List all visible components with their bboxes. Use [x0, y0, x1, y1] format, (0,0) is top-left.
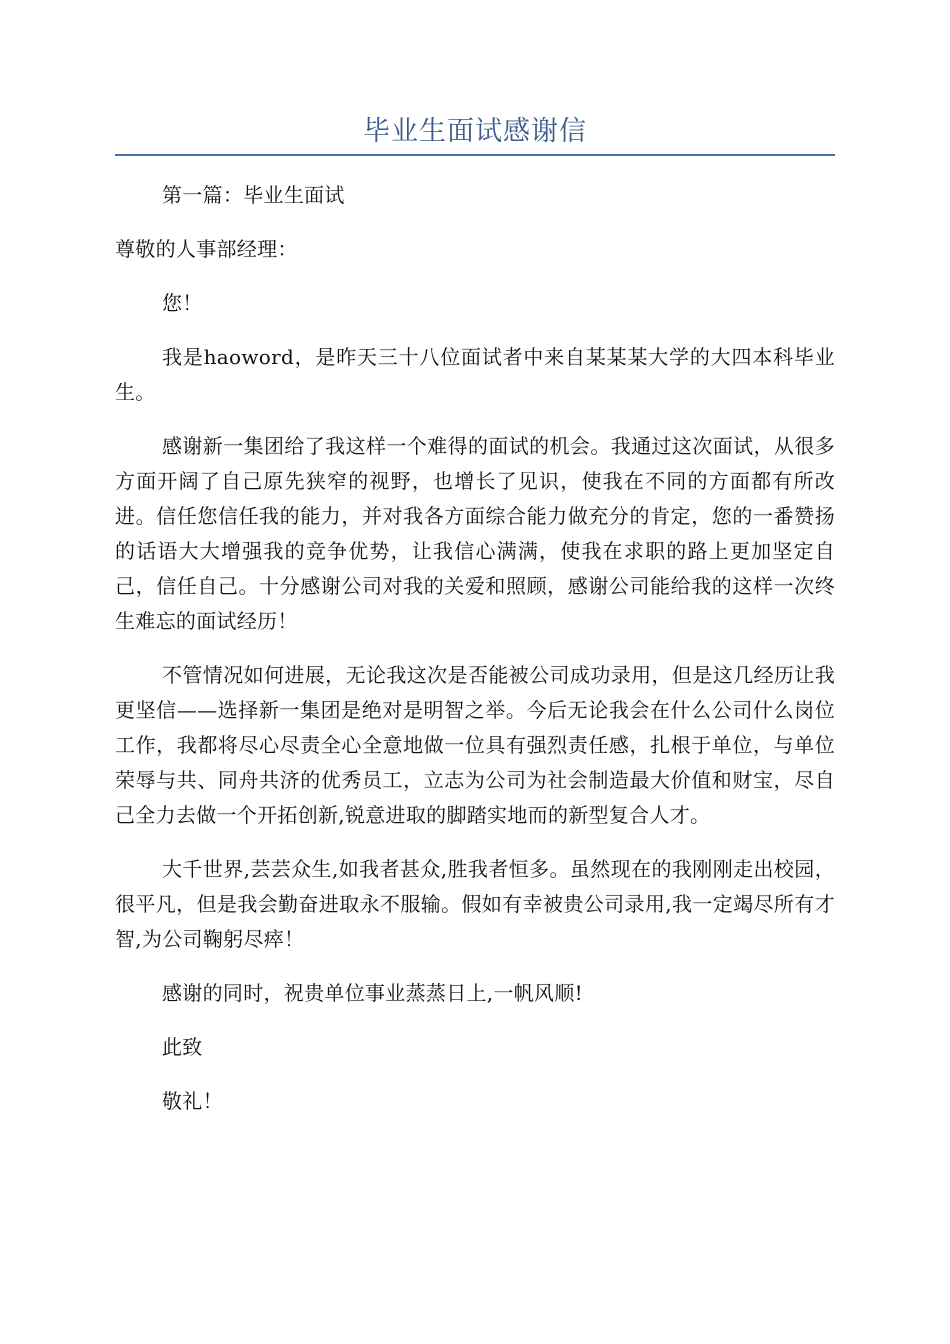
letter-body [115, 178, 835, 1138]
paragraph-commitment: 不管情况如何进展，无论我这次是否能被公司成功录用，但是这几经历让我更坚信——选择新一集团是绝对是明智之举。今后无论我会在什么公司什么岗位工作，我都将尽心尽责全心全意地做一位具有强烈责任感，扎根于单位，与单位荣辱与共、同舟共济的优秀员工，立志为公司为社会制造最大价值和财宝，尽自己全力去做一个开拓创新,锐意进取的脚踏实地而的新型复合人才。 [115, 663, 835, 827]
closing-cizhi: 此致 [162, 1035, 203, 1059]
paragraph-wishes: 感谢的同时，祝贵单位事业蒸蒸日上,一帆风顺! [162, 981, 583, 1005]
title-underline [115, 154, 835, 156]
paragraph-resolve: 大千世界,芸芸众生,如我者甚众,胜我者恒多。虽然现在的我刚刚走出校园，很平凡，但是我会勤奋进取永不服输。假如有幸被贵公司录用,我一定竭尽所有才智,为公司鞠躬尽瘁！ [115, 857, 835, 951]
document-title: 毕业生面试感谢信 [363, 116, 587, 147]
section-heading: 第一篇：毕业生面试 [162, 183, 345, 207]
paragraph-intro: 我是haoword，是昨天三十八位面试者中来自某某某大学的大四本科毕业生。 [115, 345, 835, 404]
paragraph-thanks: 感谢新一集团给了我这样一个难得的面试的机会。我通过这次面试，从很多方面开阔了自己原先狭窄的视野，也增长了见识，使我在不同的方面都有所改进。信任您信任我的能力，并对我各方面综合能力做充分的肯定，您的一番赞扬的话语大大增强我的竞争优势，让我信心满满，使我在求职的路上更加坚定自己，信任自己。十分感谢公司对我的关爱和照顾，感谢公司能给我的这样一次终生难忘的面试经历！ [115, 434, 835, 633]
greeting: 您！ [162, 291, 203, 315]
salutation: 尊敬的人事部经理： [115, 237, 298, 261]
closing-jingli: 敬礼！ [162, 1089, 223, 1113]
